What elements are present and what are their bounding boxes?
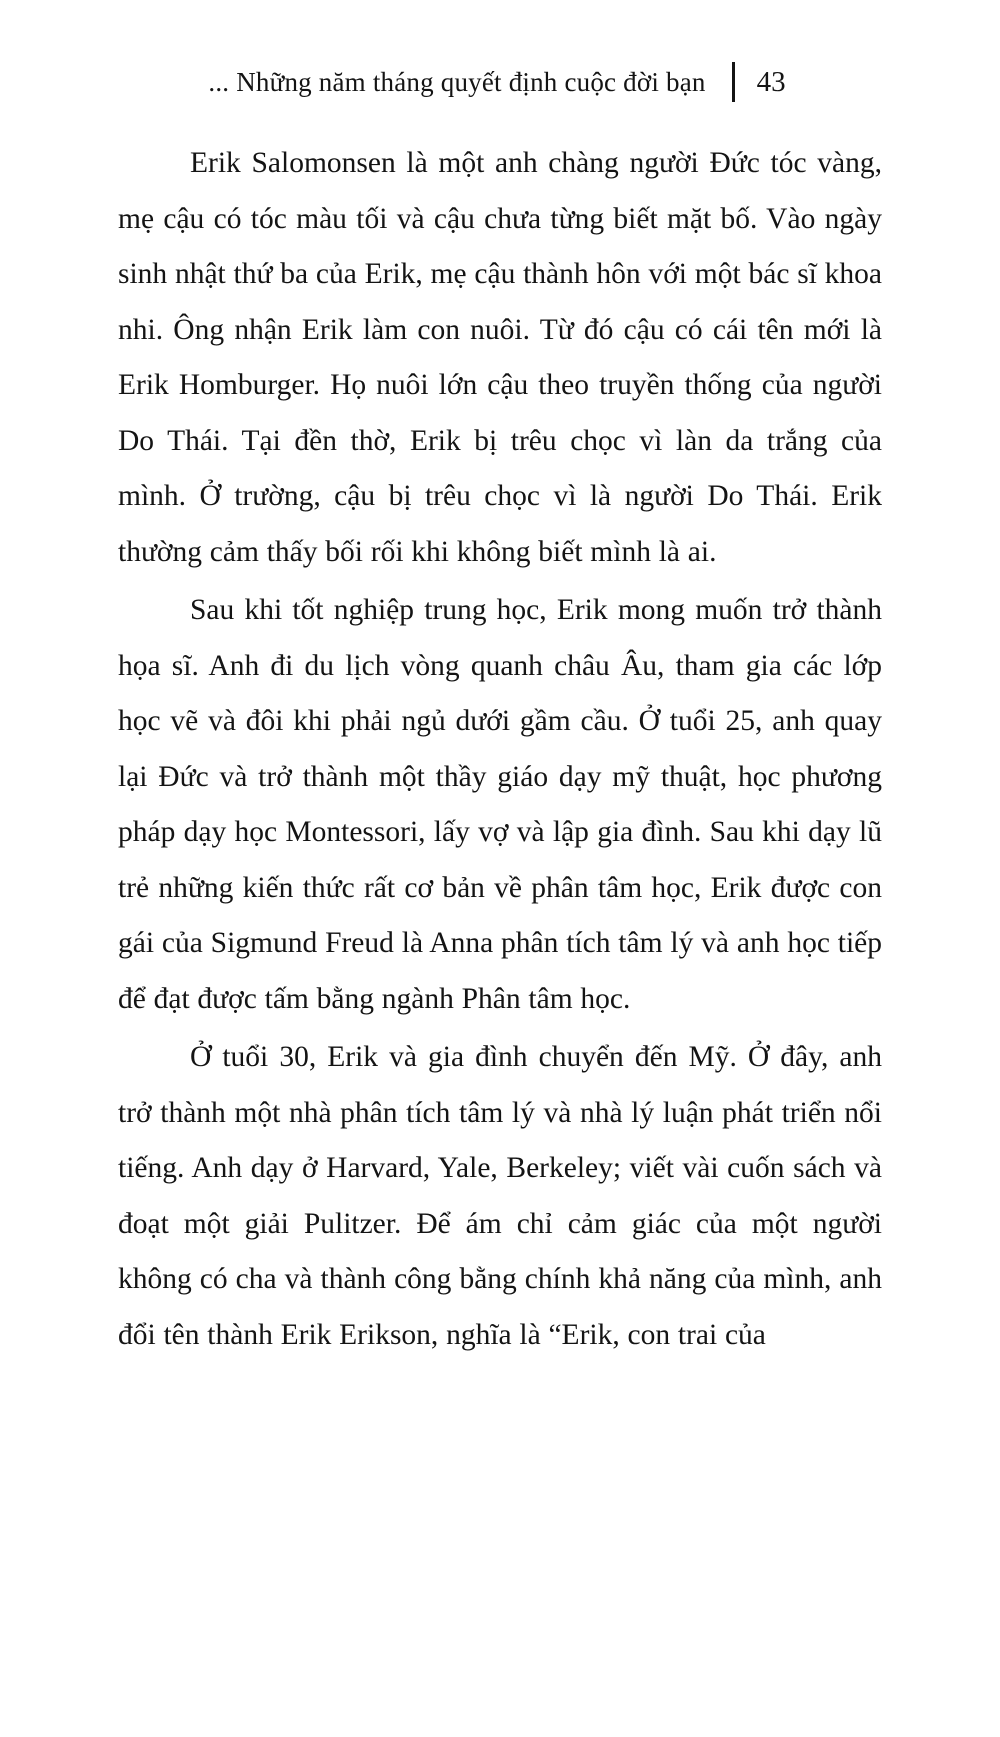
running-head-title: ... Những năm tháng quyết định cuộc đời bạn bbox=[208, 66, 706, 97]
page-body bbox=[118, 136, 882, 1363]
paragraph: Ở tuổi 30, Erik và gia đình chuyển đến Mỹ. Ở đây, anh trở thành một nhà phân tích tâm lý và nhà lý luận phát triển nổi tiếng. Anh dạy ở Harvard, Yale, Berkeley; viết vài cuốn sách và đoạt một giải Pulitzer. Để ám chỉ cảm giác của một người không có cha và thành công bằng chính khả năng của mình, anh đổi tên thành Erik Erikson, nghĩa là “Erik, con trai của bbox=[118, 1041, 882, 1351]
page-number: 43 bbox=[756, 65, 786, 98]
running-head bbox=[112, 62, 882, 102]
header-divider bbox=[732, 62, 735, 102]
paragraph: Erik Salomonsen là một anh chàng người Đức tóc vàng, mẹ cậu có tóc màu tối và cậu chưa từng biết mặt bố. Vào ngày sinh nhật thứ ba của Erik, mẹ cậu thành hôn với một bác sĩ khoa nhi. Ông nhận Erik làm con nuôi. Từ đó cậu có cái tên mới là Erik Homburger. Họ nuôi lớn cậu theo truyền thống của người Do Thái. Tại đền thờ, Erik bị trêu chọc vì làn da trắng của mình. Ở trường, cậu bị trêu chọc vì là người Do Thái. Erik thường cảm thấy bối rối khi không biết mình là ai. bbox=[118, 147, 882, 568]
paragraph: Sau khi tốt nghiệp trung học, Erik mong muốn trở thành họa sĩ. Anh đi du lịch vòng quanh châu Âu, tham gia các lớp học vẽ và đôi khi phải ngủ dưới gầm cầu. Ở tuổi 25, anh quay lại Đức và trở thành một thầy giáo dạy mỹ thuật, học phương pháp dạy học Montessori, lấy vợ và lập gia đình. Sau khi dạy lũ trẻ những kiến thức rất cơ bản về phân tâm học, Erik được con gái của Sigmund Freud là Anna phân tích tâm lý và anh học tiếp để đạt được tấm bằng ngành Phân tâm học. bbox=[118, 594, 882, 1015]
book-page bbox=[0, 62, 1000, 1737]
